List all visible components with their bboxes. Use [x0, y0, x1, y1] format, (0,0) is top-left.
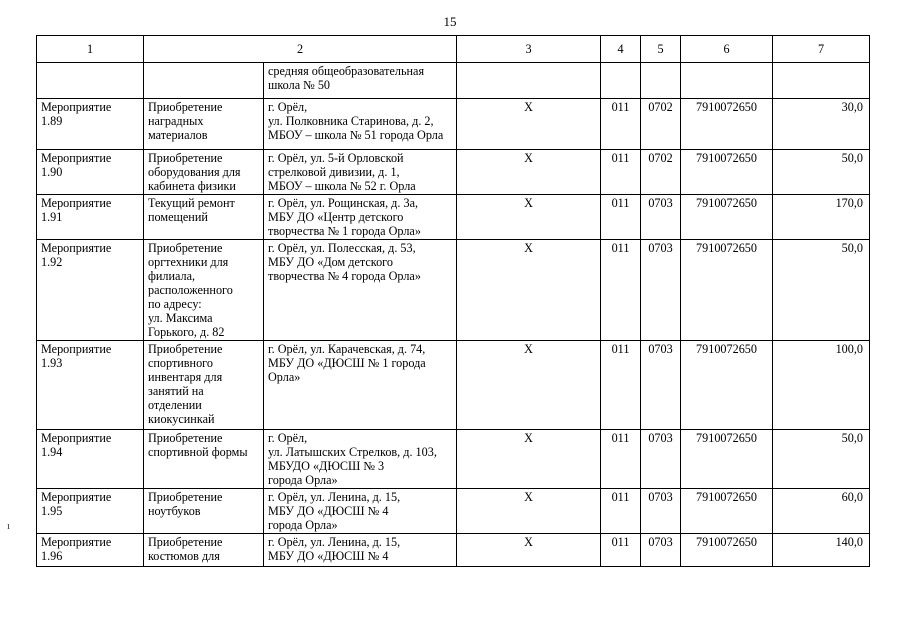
mark-cell: Х: [457, 430, 601, 489]
section-cell: 0703: [641, 489, 681, 534]
mark-cell: Х: [457, 341, 601, 430]
code-cell: 011: [601, 195, 641, 240]
amount-cell: 140,0: [773, 534, 870, 567]
header-col-2: 2: [144, 36, 457, 63]
address-cell: г. Орёл, ул. Рощинская, д. 3а, МБУ ДО «Центр детского творчества № 1 города Орла»: [264, 195, 457, 240]
address-cell: г. Орёл, ул. 5-й Орловской стрелковой дивизии, д. 1, МБОУ – школа № 52 г. Орла: [264, 150, 457, 195]
activity-description-cell: [144, 63, 264, 99]
amount-cell: 60,0: [773, 489, 870, 534]
target-article-cell: 7910072650: [681, 534, 773, 567]
amount-cell: [773, 63, 870, 99]
code-cell: 011: [601, 534, 641, 567]
target-article-cell: [681, 63, 773, 99]
table-row: [37, 534, 870, 567]
header-col-1: 1: [37, 36, 144, 63]
activity-description-cell: Приобретение костюмов для: [144, 534, 264, 567]
amount-cell: 50,0: [773, 240, 870, 341]
activity-id-cell: Мероприятие 1.92: [37, 240, 144, 341]
section-cell: [641, 63, 681, 99]
activity-description-cell: Приобретение наградных материалов: [144, 99, 264, 150]
activity-description-cell: Приобретение оборудования для кабинета физики: [144, 150, 264, 195]
amount-cell: 50,0: [773, 430, 870, 489]
code-cell: 011: [601, 489, 641, 534]
table-row: [37, 430, 870, 489]
activity-description-cell: Приобретение ноутбуков: [144, 489, 264, 534]
target-article-cell: 7910072650: [681, 341, 773, 430]
code-cell: 011: [601, 341, 641, 430]
section-cell: 0703: [641, 195, 681, 240]
table-row: [37, 489, 870, 534]
margin-mark: ı: [7, 520, 11, 532]
table-row: [37, 240, 870, 341]
activity-id-cell: Мероприятие 1.89: [37, 99, 144, 150]
header-col-4: 4: [601, 36, 641, 63]
table-row: [37, 99, 870, 150]
code-cell: [601, 63, 641, 99]
table-header-row: [37, 36, 870, 63]
activity-description-cell: Приобретение спортивной формы: [144, 430, 264, 489]
amount-cell: 170,0: [773, 195, 870, 240]
target-article-cell: 7910072650: [681, 240, 773, 341]
section-cell: 0703: [641, 534, 681, 567]
section-cell: 0703: [641, 341, 681, 430]
mark-cell: Х: [457, 195, 601, 240]
address-cell: г. Орёл, ул. Ленина, д. 15, МБУ ДО «ДЮСШ № 4: [264, 534, 457, 567]
mark-cell: [457, 63, 601, 99]
activity-id-cell: Мероприятие 1.95: [37, 489, 144, 534]
address-cell: г. Орёл, ул. Полесская, д. 53, МБУ ДО «Дом детского творчества № 4 города Орла»: [264, 240, 457, 341]
table-row: [37, 341, 870, 430]
address-cell: средняя общеобразовательная школа № 50: [264, 63, 457, 99]
mark-cell: Х: [457, 489, 601, 534]
header-col-3: 3: [457, 36, 601, 63]
target-article-cell: 7910072650: [681, 99, 773, 150]
section-cell: 0702: [641, 99, 681, 150]
activity-id-cell: Мероприятие 1.91: [37, 195, 144, 240]
target-article-cell: 7910072650: [681, 150, 773, 195]
amount-cell: 30,0: [773, 99, 870, 150]
code-cell: 011: [601, 150, 641, 195]
activity-description-cell: Текущий ремонт помещений: [144, 195, 264, 240]
address-cell: г. Орёл, ул. Полковника Старинова, д. 2, МБОУ – школа № 51 города Орла: [264, 99, 457, 150]
address-cell: г. Орёл, ул. Ленина, д. 15, МБУ ДО «ДЮСШ № 4 города Орла»: [264, 489, 457, 534]
mark-cell: Х: [457, 534, 601, 567]
activity-id-cell: Мероприятие 1.93: [37, 341, 144, 430]
amount-cell: 100,0: [773, 341, 870, 430]
activities-table: [36, 35, 870, 567]
header-col-6: 6: [681, 36, 773, 63]
target-article-cell: 7910072650: [681, 195, 773, 240]
code-cell: 011: [601, 430, 641, 489]
header-col-5: 5: [641, 36, 681, 63]
table-row: [37, 63, 870, 99]
amount-cell: 50,0: [773, 150, 870, 195]
activity-id-cell: Мероприятие 1.94: [37, 430, 144, 489]
table-row: [37, 150, 870, 195]
table-row: [37, 195, 870, 240]
activity-description-cell: Приобретение оргтехники для филиала, расположенного по адресу: ул. Максима Горького, д. 82: [144, 240, 264, 341]
mark-cell: Х: [457, 99, 601, 150]
target-article-cell: 7910072650: [681, 489, 773, 534]
mark-cell: Х: [457, 240, 601, 341]
target-article-cell: 7910072650: [681, 430, 773, 489]
activity-id-cell: [37, 63, 144, 99]
section-cell: 0702: [641, 150, 681, 195]
code-cell: 011: [601, 240, 641, 341]
activity-id-cell: Мероприятие 1.90: [37, 150, 144, 195]
activity-description-cell: Приобретение спортивного инвентаря для занятий на отделении киокусинкай: [144, 341, 264, 430]
address-cell: г. Орёл, ул. Карачевская, д. 74, МБУ ДО «ДЮСШ № 1 города Орла»: [264, 341, 457, 430]
mark-cell: Х: [457, 150, 601, 195]
activity-id-cell: Мероприятие 1.96: [37, 534, 144, 567]
section-cell: 0703: [641, 240, 681, 341]
page-number: 15: [443, 14, 457, 29]
header-col-7: 7: [773, 36, 870, 63]
section-cell: 0703: [641, 430, 681, 489]
code-cell: 011: [601, 99, 641, 150]
address-cell: г. Орёл, ул. Латышских Стрелков, д. 103, МБУДО «ДЮСШ № 3 города Орла»: [264, 430, 457, 489]
